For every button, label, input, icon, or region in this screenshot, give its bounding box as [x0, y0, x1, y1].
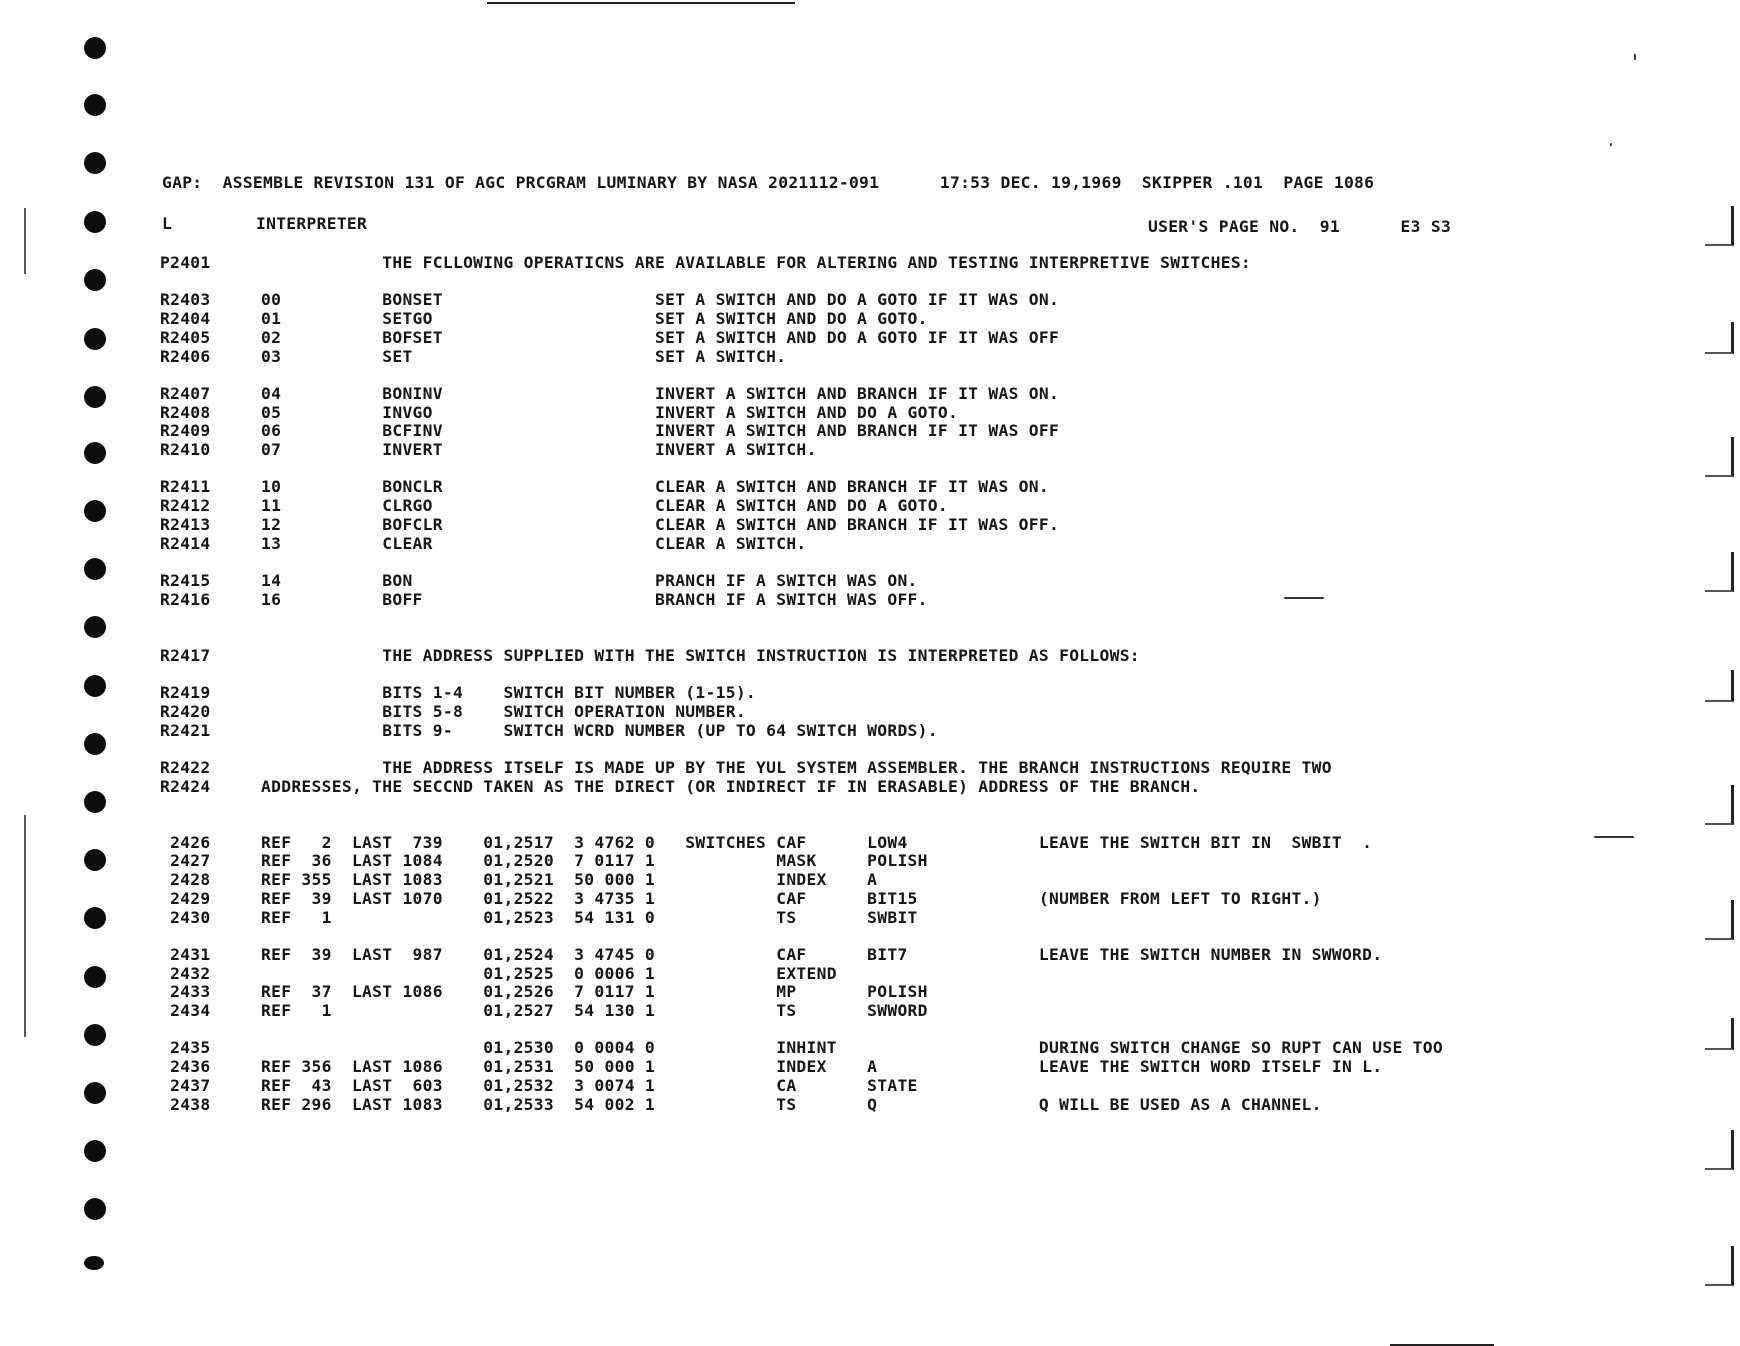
- listing-line: 2430 REF 1 01,2523 54 131 0 TS SWBIT: [160, 907, 918, 927]
- listing-line: R2416 16 BOFF BRANCH IF A SWITCH WAS OFF.: [160, 589, 928, 609]
- feed-hole: [84, 1082, 106, 1104]
- listing-line: 2436 REF 356 LAST 1086 01,2531 50 000 1 INDEX A LEAVE THE SWITCH WORD ITSELF IN L.: [160, 1057, 1383, 1077]
- right-edge-mark: [1705, 322, 1734, 354]
- left-margin-bar-upper: [24, 208, 26, 274]
- right-edge-mark: [1705, 206, 1734, 246]
- users-page-number: USER'S PAGE NO. 91 E3 S3: [1148, 217, 1452, 236]
- feed-hole: [84, 442, 106, 464]
- listing-line: R2422 THE ADDRESS ITSELF IS MADE UP BY THE YUL SYSTEM ASSEMBLER. THE BRANCH INSTRUCTIONS REQUIRE TWO: [160, 757, 1332, 777]
- right-edge-mark: [1705, 900, 1734, 940]
- listing-line: R2406 03 SET SET A SWITCH.: [160, 346, 787, 366]
- feed-hole: [84, 849, 106, 871]
- listing-line: 2431 REF 39 LAST 987 01,2524 3 4745 0 CAF BIT7 LEAVE THE SWITCH NUMBER IN SWWORD.: [160, 944, 1383, 964]
- listing-line: 2427 REF 36 LAST 1084 01,2520 7 0117 1 MASK POLISH: [160, 851, 928, 871]
- feed-hole: [84, 269, 106, 291]
- feed-hole: [84, 1198, 106, 1220]
- listing-line: 2429 REF 39 LAST 1070 01,2522 3 4735 1 CAF BIT15 (NUMBER FROM LEFT TO RIGHT.): [160, 888, 1322, 908]
- listing-line: R2415 14 BON PRANCH IF A SWITCH WAS ON.: [160, 570, 918, 590]
- listing-line: 2437 REF 43 LAST 603 01,2532 3 0074 1 CA STATE: [160, 1075, 918, 1095]
- feed-hole: [84, 966, 106, 988]
- feed-hole: [84, 211, 106, 233]
- listing-line: 2434 REF 1 01,2527 54 130 1 TS SWWORD: [160, 1001, 928, 1020]
- listing-line: R2424 ADDRESSES, THE SECCND TAKEN AS THE DIRECT (OR INDIRECT IF IN ERASABLE) ADDRESS OF THE BRANCH.: [160, 776, 1201, 796]
- feed-hole: [84, 500, 106, 522]
- listing-line: R2409 06 BCFINV INVERT A SWITCH AND BRANCH IF IT WAS OFF: [160, 421, 1060, 441]
- top-tear-rule: [487, 2, 795, 4]
- listing-line: 2438 REF 296 LAST 1083 01,2533 54 002 1 TS Q Q WILL BE USED AS A CHANNEL.: [160, 1094, 1322, 1114]
- right-edge-mark: [1705, 785, 1734, 825]
- feed-hole: [84, 37, 106, 59]
- listing-line: R2413 12 BOFCLR CLEAR A SWITCH AND BRANCH IF IT WAS OFF.: [160, 514, 1060, 534]
- listing-line: R2410 07 INVERT INVERT A SWITCH.: [160, 440, 817, 459]
- listing-line: R2417 THE ADDRESS SUPPLIED WITH THE SWITCH INSTRUCTION IS INTERPRETED AS FOLLOWS:: [160, 645, 1140, 665]
- right-edge-mark: [1705, 1246, 1734, 1286]
- section-letter: L: [162, 214, 173, 233]
- listing-line: R2419 BITS 1-4 SWITCH BIT NUMBER (1-15).: [160, 683, 757, 703]
- listing-line: R2405 02 BOFSET SET A SWITCH AND DO A GOTO IF IT WAS OFF: [160, 327, 1060, 347]
- feed-hole: [84, 733, 106, 755]
- listing-line: 2428 REF 355 LAST 1083 01,2521 50 000 1 INDEX A: [160, 870, 878, 890]
- feed-hole: [84, 616, 106, 638]
- feed-hole: [84, 907, 106, 929]
- listing-line: R2420 BITS 5-8 SWITCH OPERATION NUMBER.: [160, 701, 746, 721]
- feed-hole: [84, 1140, 106, 1162]
- feed-hole: [84, 328, 106, 350]
- print-speck: [1594, 836, 1634, 838]
- listing-line: R2414 13 CLEAR CLEAR A SWITCH.: [160, 533, 807, 553]
- right-edge-mark: [1705, 1130, 1734, 1170]
- feed-hole: [84, 1256, 104, 1270]
- right-edge-mark: [1705, 1018, 1734, 1050]
- listing-line: 2426 REF 2 LAST 739 01,2517 3 4762 0 SWITCHES CAF LOW4 LEAVE THE SWITCH BIT IN SWBIT .: [160, 832, 1373, 852]
- listing-line: 2433 REF 37 LAST 1086 01,2526 7 0117 1 MP POLISH: [160, 982, 928, 1002]
- right-edge-mark: [1705, 670, 1734, 702]
- feed-hole: [84, 558, 106, 580]
- left-margin-bar-lower: [24, 815, 26, 1037]
- listing-line: R2412 11 CLRGO CLEAR A SWITCH AND DO A GOTO.: [160, 496, 948, 516]
- print-speck: [1610, 143, 1612, 146]
- feed-hole: [84, 1024, 106, 1046]
- listing-header: GAP: ASSEMBLE REVISION 131 OF AGC PRCGRAM LUMINARY BY NASA 2021112-091 17:53 DEC. 19,1969 SKIPPER .101 PAGE 1086: [162, 173, 1375, 192]
- feed-hole: [84, 152, 106, 174]
- right-edge-mark: [1705, 552, 1734, 592]
- feed-hole: [84, 386, 106, 408]
- feed-hole: [84, 675, 106, 697]
- listing-line: R2407 04 BONINV INVERT A SWITCH AND BRANCH IF IT WAS ON.: [160, 383, 1060, 403]
- print-speck: [1284, 597, 1324, 599]
- listing-line: R2421 BITS 9- SWITCH WCRD NUMBER (UP TO 64 SWITCH WORDS).: [160, 720, 938, 740]
- right-edge-mark: [1705, 437, 1734, 477]
- listing-line: 2435 01,2530 0 0004 0 INHINT DURING SWITCH CHANGE SO RUPT CAN USE TOO: [160, 1038, 1443, 1058]
- listing-line: P2401 THE FCLLOWING OPERATICNS ARE AVAILABLE FOR ALTERING AND TESTING INTERPRETIVE SWITCHES:: [160, 253, 1252, 272]
- listing-line: R2411 10 BONCLR CLEAR A SWITCH AND BRANCH IF IT WAS ON.: [160, 477, 1049, 497]
- section-title: INTERPRETER: [256, 214, 368, 233]
- feed-hole: [84, 94, 106, 116]
- listing-line: R2404 01 SETGO SET A SWITCH AND DO A GOTO.: [160, 309, 928, 329]
- print-speck: [1634, 54, 1636, 60]
- listing-line: 2432 01,2525 0 0006 1 EXTEND: [160, 963, 837, 983]
- listing-line: R2403 00 BONSET SET A SWITCH AND DO A GOTO IF IT WAS ON.: [160, 290, 1060, 310]
- feed-hole: [84, 791, 106, 813]
- listing-line: R2408 05 INVGO INVERT A SWITCH AND DO A GOTO.: [160, 402, 959, 422]
